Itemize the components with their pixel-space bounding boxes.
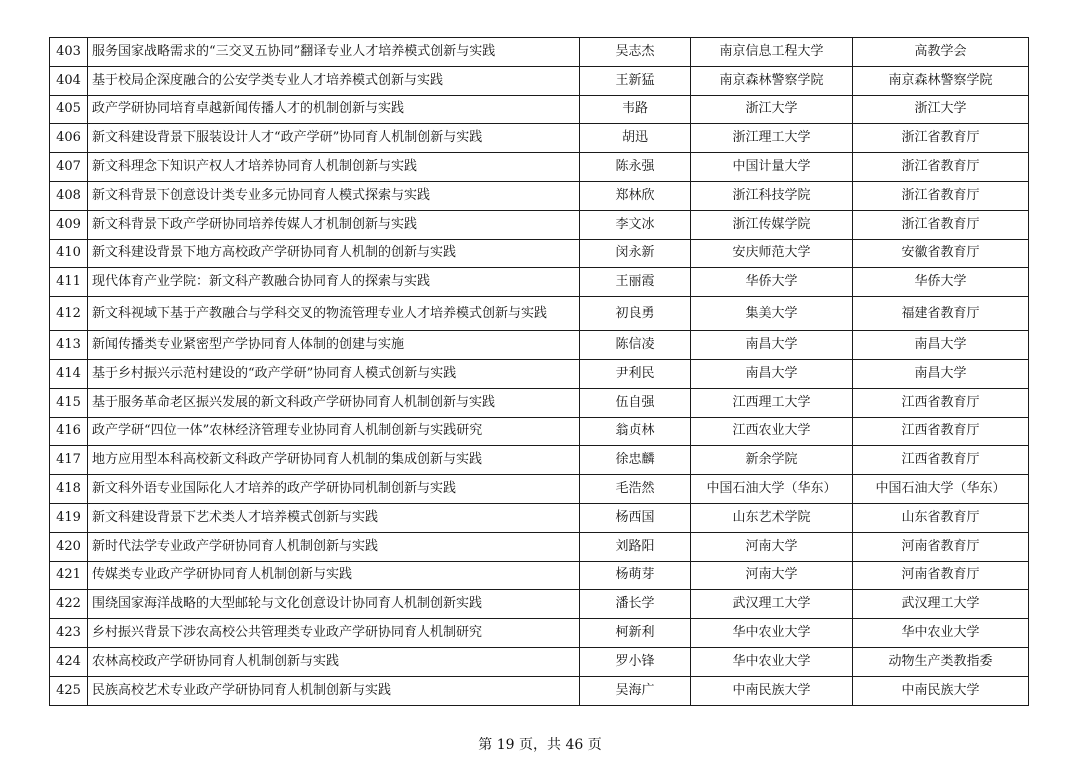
project-leader: 陈信凌 [580,331,691,360]
project-leader: 尹利民 [580,359,691,388]
school-name: 浙江理工大学 [691,124,853,153]
project-title: 围绕国家海洋战略的大型邮轮与文化创意设计协同育人机制创新实践 [88,590,580,619]
project-title: 民族高校艺术专业政产学研协同育人机制创新与实践 [88,676,580,705]
table-row [50,676,1029,705]
row-number: 411 [50,268,88,297]
project-leader: 吴志杰 [580,38,691,67]
project-title: 地方应用型本科高校新文科政产学研协同育人机制的集成创新与实践 [88,446,580,475]
school-name: 南京森林警察学院 [691,66,853,95]
row-number: 416 [50,417,88,446]
project-leader: 柯新利 [580,619,691,648]
project-leader: 王新猛 [580,66,691,95]
row-number: 409 [50,210,88,239]
table-row [50,532,1029,561]
recommending-unit: 武汉理工大学 [853,590,1029,619]
project-title: 新时代法学专业政产学研协同育人机制创新与实践 [88,532,580,561]
school-name: 江西理工大学 [691,388,853,417]
project-title: 政产学研协同培育卓越新闻传播人才的机制创新与实践 [88,95,580,124]
table-row [50,446,1029,475]
project-title: 新文科建设背景下地方高校政产学研协同育人机制的创新与实践 [88,239,580,268]
table-row [50,181,1029,210]
row-number: 422 [50,590,88,619]
school-name: 南昌大学 [691,331,853,360]
school-name: 中国计量大学 [691,153,853,182]
recommending-unit: 河南省教育厅 [853,561,1029,590]
project-leader: 罗小锋 [580,647,691,676]
project-title: 基于乡村振兴示范村建设的“政产学研”协同育人模式创新与实践 [88,359,580,388]
table-row [50,153,1029,182]
row-number: 419 [50,503,88,532]
project-leader: 郑林欣 [580,181,691,210]
table-row [50,95,1029,124]
table-row [50,66,1029,95]
project-title: 基于服务革命老区振兴发展的新文科政产学研协同育人机制创新与实践 [88,388,580,417]
table-row [50,388,1029,417]
project-table [49,37,1029,706]
row-number: 404 [50,66,88,95]
school-name: 集美大学 [691,297,853,331]
project-leader: 毛浩然 [580,475,691,504]
row-number: 425 [50,676,88,705]
project-leader: 初良勇 [580,297,691,331]
project-title: 新文科视域下基于产教融合与学科交叉的物流管理专业人才培养模式创新与实践 [88,297,580,331]
project-leader: 杨西国 [580,503,691,532]
project-title: 现代体育产业学院：新文科产教融合协同育人的探索与实践 [88,268,580,297]
table-row [50,297,1029,331]
table-row [50,503,1029,532]
school-name: 华侨大学 [691,268,853,297]
recommending-unit: 中国石油大学（华东） [853,475,1029,504]
project-leader: 李文冰 [580,210,691,239]
recommending-unit: 江西省教育厅 [853,446,1029,475]
project-title: 农林高校政产学研协同育人机制创新与实践 [88,647,580,676]
school-name: 中国石油大学（华东） [691,475,853,504]
row-number: 421 [50,561,88,590]
project-leader: 吴海广 [580,676,691,705]
project-leader: 翁贞林 [580,417,691,446]
project-leader: 伍自强 [580,388,691,417]
project-leader: 潘长学 [580,590,691,619]
school-name: 中南民族大学 [691,676,853,705]
row-number: 405 [50,95,88,124]
table-row [50,239,1029,268]
table-row [50,475,1029,504]
recommending-unit: 高教学会 [853,38,1029,67]
recommending-unit: 华侨大学 [853,268,1029,297]
row-number: 408 [50,181,88,210]
project-leader: 闵永新 [580,239,691,268]
table-row [50,647,1029,676]
project-title: 新文科建设背景下艺术类人才培养模式创新与实践 [88,503,580,532]
table-row [50,561,1029,590]
project-title: 新文科背景下政产学研协同培养传媒人才机制创新与实践 [88,210,580,239]
row-number: 412 [50,297,88,331]
school-name: 安庆师范大学 [691,239,853,268]
project-leader: 胡迅 [580,124,691,153]
recommending-unit: 安徽省教育厅 [853,239,1029,268]
project-leader: 刘路阳 [580,532,691,561]
row-number: 407 [50,153,88,182]
school-name: 浙江大学 [691,95,853,124]
project-leader: 杨萌芽 [580,561,691,590]
recommending-unit: 浙江省教育厅 [853,153,1029,182]
table-row [50,124,1029,153]
project-title: 政产学研“四位一体”农林经济管理专业协同育人机制创新与实践研究 [88,417,580,446]
row-number: 424 [50,647,88,676]
recommending-unit: 华中农业大学 [853,619,1029,648]
project-title: 新文科外语专业国际化人才培养的政产学研协同机制创新与实践 [88,475,580,504]
recommending-unit: 南昌大学 [853,359,1029,388]
project-title: 乡村振兴背景下涉农高校公共管理类专业政产学研协同育人机制研究 [88,619,580,648]
project-title: 新文科理念下知识产权人才培养协同育人机制创新与实践 [88,153,580,182]
recommending-unit: 南昌大学 [853,331,1029,360]
row-number: 420 [50,532,88,561]
table-row [50,38,1029,67]
recommending-unit: 山东省教育厅 [853,503,1029,532]
project-leader: 陈永强 [580,153,691,182]
row-number: 415 [50,388,88,417]
recommending-unit: 福建省教育厅 [853,297,1029,331]
row-number: 410 [50,239,88,268]
project-title: 新文科建设背景下服装设计人才“政产学研”协同育人机制创新与实践 [88,124,580,153]
project-title: 新闻传播类专业紧密型产学协同育人体制的创建与实施 [88,331,580,360]
table-row [50,331,1029,360]
school-name: 浙江科技学院 [691,181,853,210]
school-name: 河南大学 [691,561,853,590]
row-number: 417 [50,446,88,475]
project-title: 服务国家战略需求的“三交叉五协同”翻译专业人才培养模式创新与实践 [88,38,580,67]
recommending-unit: 江西省教育厅 [853,417,1029,446]
recommending-unit: 河南省教育厅 [853,532,1029,561]
project-title: 基于校局企深度融合的公安学类专业人才培养模式创新与实践 [88,66,580,95]
table-row [50,359,1029,388]
table-row [50,417,1029,446]
school-name: 华中农业大学 [691,647,853,676]
school-name: 山东艺术学院 [691,503,853,532]
row-number: 423 [50,619,88,648]
school-name: 河南大学 [691,532,853,561]
row-number: 403 [50,38,88,67]
row-number: 414 [50,359,88,388]
project-title: 新文科背景下创意设计类专业多元协同育人模式探索与实践 [88,181,580,210]
table-row [50,210,1029,239]
table-row [50,590,1029,619]
school-name: 南京信息工程大学 [691,38,853,67]
recommending-unit: 中南民族大学 [853,676,1029,705]
recommending-unit: 浙江省教育厅 [853,124,1029,153]
project-leader: 韦路 [580,95,691,124]
recommending-unit: 浙江大学 [853,95,1029,124]
page-footer: 第 19 页，共 46 页 [478,737,602,753]
school-name: 江西农业大学 [691,417,853,446]
recommending-unit: 动物生产类教指委 [853,647,1029,676]
recommending-unit: 江西省教育厅 [853,388,1029,417]
recommending-unit: 浙江省教育厅 [853,181,1029,210]
recommending-unit: 南京森林警察学院 [853,66,1029,95]
row-number: 413 [50,331,88,360]
table-row [50,619,1029,648]
recommending-unit: 浙江省教育厅 [853,210,1029,239]
row-number: 418 [50,475,88,504]
table-row [50,268,1029,297]
project-title: 传媒类专业政产学研协同育人机制创新与实践 [88,561,580,590]
school-name: 华中农业大学 [691,619,853,648]
school-name: 浙江传媒学院 [691,210,853,239]
project-leader: 王丽霞 [580,268,691,297]
row-number: 406 [50,124,88,153]
project-leader: 徐忠麟 [580,446,691,475]
school-name: 武汉理工大学 [691,590,853,619]
school-name: 南昌大学 [691,359,853,388]
school-name: 新余学院 [691,446,853,475]
